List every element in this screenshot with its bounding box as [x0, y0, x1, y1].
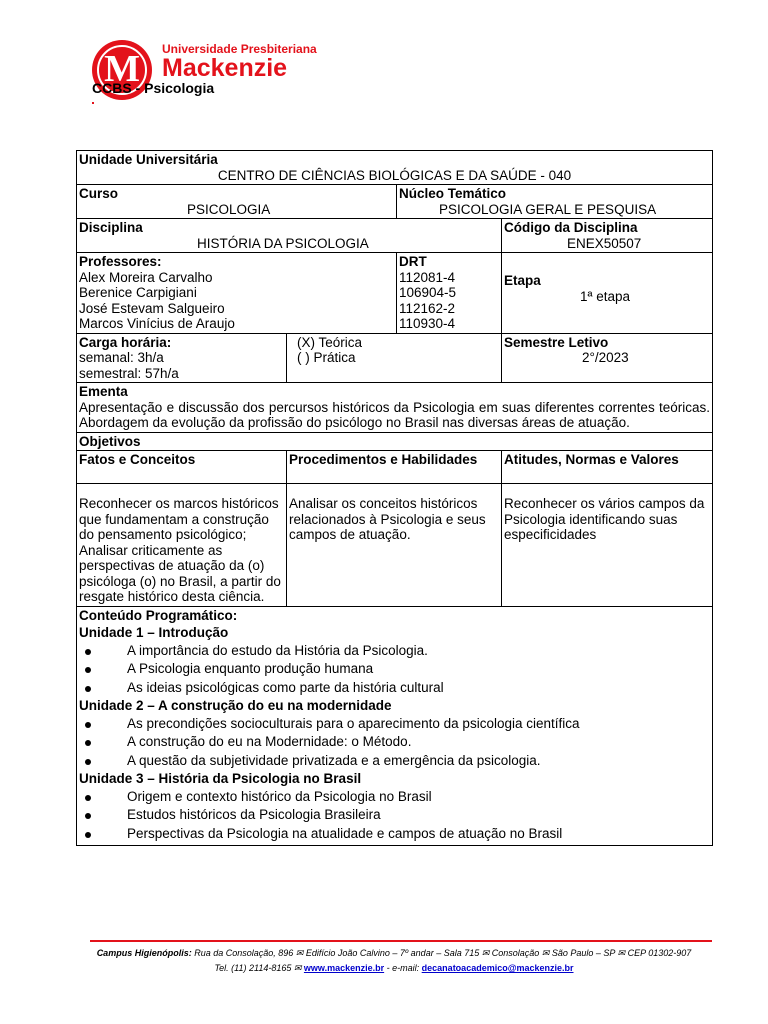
logo-letter: M	[104, 48, 140, 90]
logo-university-line: Universidade Presbiteriana	[162, 42, 317, 56]
drt-value: 110930-4	[399, 316, 456, 331]
obj-col2-text: Analisar os conceitos históricos relacionados à Psicologia e seus campos de atuação.	[287, 484, 502, 607]
bullet-icon	[85, 686, 91, 692]
bullet-icon	[85, 649, 91, 655]
carga-label: Carga horária:	[79, 334, 172, 350]
bullet-icon	[85, 832, 91, 838]
course-plan-table	[76, 150, 713, 846]
pratica-option: ( ) Prática	[297, 350, 356, 365]
unit-title: Unidade 2 – A construção do eu na modernidade	[79, 698, 392, 713]
row-carga	[77, 333, 713, 383]
curso-label: Curso	[79, 186, 119, 201]
objetivos-label: Objetivos	[77, 432, 713, 451]
list-item: Origem e contexto histórico da Psicologia no Brasil	[79, 789, 710, 805]
row-ementa	[77, 383, 713, 433]
conteudo-label: Conteúdo Programático:	[79, 607, 238, 623]
ementa-label: Ementa	[79, 384, 128, 399]
email-label: - e-mail:	[386, 963, 420, 973]
logo-university-name: Mackenzie	[162, 54, 288, 82]
drt-value: 106904-5	[399, 285, 457, 300]
footer-divider	[90, 940, 712, 942]
etapa-label: Etapa	[504, 273, 541, 288]
footer-contact-line	[76, 963, 712, 974]
bullet-icon	[85, 740, 91, 746]
carga-semestral: semestral: 57h/a	[79, 365, 179, 381]
website-link[interactable]: www.mackenzie.br	[303, 963, 385, 973]
nucleo-value: PSICOLOGIA GERAL E PESQUISA	[439, 201, 657, 217]
list-item: As ideias psicológicas como parte da história cultural	[79, 680, 710, 696]
row-objetivos-head	[77, 451, 713, 484]
list-item: As precondições socioculturais para o aparecimento da psicologia científica	[79, 716, 710, 732]
bullet-icon	[85, 813, 91, 819]
codigo-label: Código da Disciplina	[504, 220, 638, 235]
list-item: A construção do eu na Modernidade: o Método.	[79, 734, 710, 750]
phone-number: Tel. (11) 2114-8165 ✉	[214, 963, 302, 973]
row-curso	[77, 185, 713, 219]
unit-title: Unidade 1 – Introdução	[79, 625, 229, 640]
row-conteudo	[77, 606, 713, 846]
unit-title: Unidade 3 – História da Psicologia no Brasil	[79, 771, 362, 786]
row-objetivos	[77, 432, 713, 451]
professor-name: Alex Moreira Carvalho	[79, 269, 213, 285]
obj-col1-text: Reconhecer os marcos históricos que fundamentam a construção do pensamento psicológico;	[79, 496, 279, 542]
drt-value: 112081-4	[399, 269, 456, 285]
bullet-icon	[85, 795, 91, 801]
email-link[interactable]: decanatoacademico@mackenzie.br	[421, 963, 574, 973]
nucleo-label: Núcleo Temático	[399, 186, 507, 201]
footer-address-line	[76, 948, 712, 959]
professor-name: Marcos Vinícius de Araujo	[79, 316, 235, 331]
row-unidade	[77, 151, 713, 185]
list-item: Perspectivas da Psicologia na atualidade e campos de atuação no Brasil	[79, 826, 710, 842]
row-disciplina	[77, 219, 713, 253]
obj-col1-head: Fatos e Conceitos	[77, 451, 287, 484]
professor-name: José Estevam Salgueiro	[79, 300, 225, 316]
carga-semanal: semanal: 3h/a	[79, 350, 164, 365]
codigo-value: ENEX50507	[567, 235, 642, 251]
unidade-label: Unidade Universitária	[79, 152, 218, 167]
disciplina-label: Disciplina	[79, 220, 143, 235]
disciplina-value: HISTÓRIA DA PSICOLOGIA	[197, 235, 369, 251]
ementa-text: Apresentação e discussão dos percursos históricos da Psicologia em suas diferentes correntes teóricas. Abordagem da evolução da profissão do psicólogo no Brasil nas diversas áreas de atuação.	[79, 399, 711, 430]
list-item: A Psicologia enquanto produção humana	[79, 661, 710, 677]
row-objetivos-body	[77, 484, 713, 607]
obj-col3-head: Atitudes, Normas e Valores	[502, 451, 713, 484]
obj-col1-text2: Analisar criticamente as perspectivas de atuação da (o) psicóloga (o) no Brasil, a partir do resgate histórico desta ciência.	[79, 542, 281, 604]
teorica-option: (X) Teórica	[297, 334, 363, 350]
unit-list	[79, 789, 710, 842]
semestre-value: 2°/2023	[582, 350, 629, 365]
page-subtitle: CCBS - Psicologia	[92, 80, 215, 96]
professor-name: Berenice Carpigiani	[79, 285, 197, 300]
etapa-value: 1ª etapa	[580, 288, 631, 304]
campus-label: Campus Higienópolis:	[96, 948, 192, 958]
drt-label: DRT	[399, 254, 427, 269]
list-item: A importância do estudo da História da Psicologia.	[79, 643, 710, 659]
obj-col2-head: Procedimentos e Habilidades	[287, 451, 502, 484]
unidade-value: CENTRO DE CIÊNCIAS BIOLÓGICAS E DA SAÚDE - 040	[217, 167, 572, 183]
semestre-label: Semestre Letivo	[504, 334, 609, 350]
bullet-icon	[85, 667, 91, 673]
row-professores	[77, 253, 713, 334]
bullet-icon	[85, 759, 91, 765]
bullet-icon	[85, 722, 91, 728]
list-item: Estudos históricos da Psicologia Brasileira	[79, 807, 710, 823]
campus-address: Rua da Consolação, 896 ✉ Edifício João Calvino – 7º andar – Sala 715 ✉ Consolação ✉ São Paulo – SP ✉ CEP 01302-907	[194, 948, 692, 958]
list-item: A questão da subjetividade privatizada e a emergência da psicologia.	[79, 753, 710, 769]
curso-value: PSICOLOGIA	[187, 201, 271, 217]
unit-list	[79, 716, 710, 769]
decorative-dot	[92, 102, 94, 104]
unit-list	[79, 643, 710, 696]
professores-label: Professores:	[79, 254, 162, 269]
obj-col3-text: Reconhecer os vários campos da Psicologia identificando suas especificidades	[502, 484, 713, 607]
drt-value: 112162-2	[399, 300, 456, 316]
